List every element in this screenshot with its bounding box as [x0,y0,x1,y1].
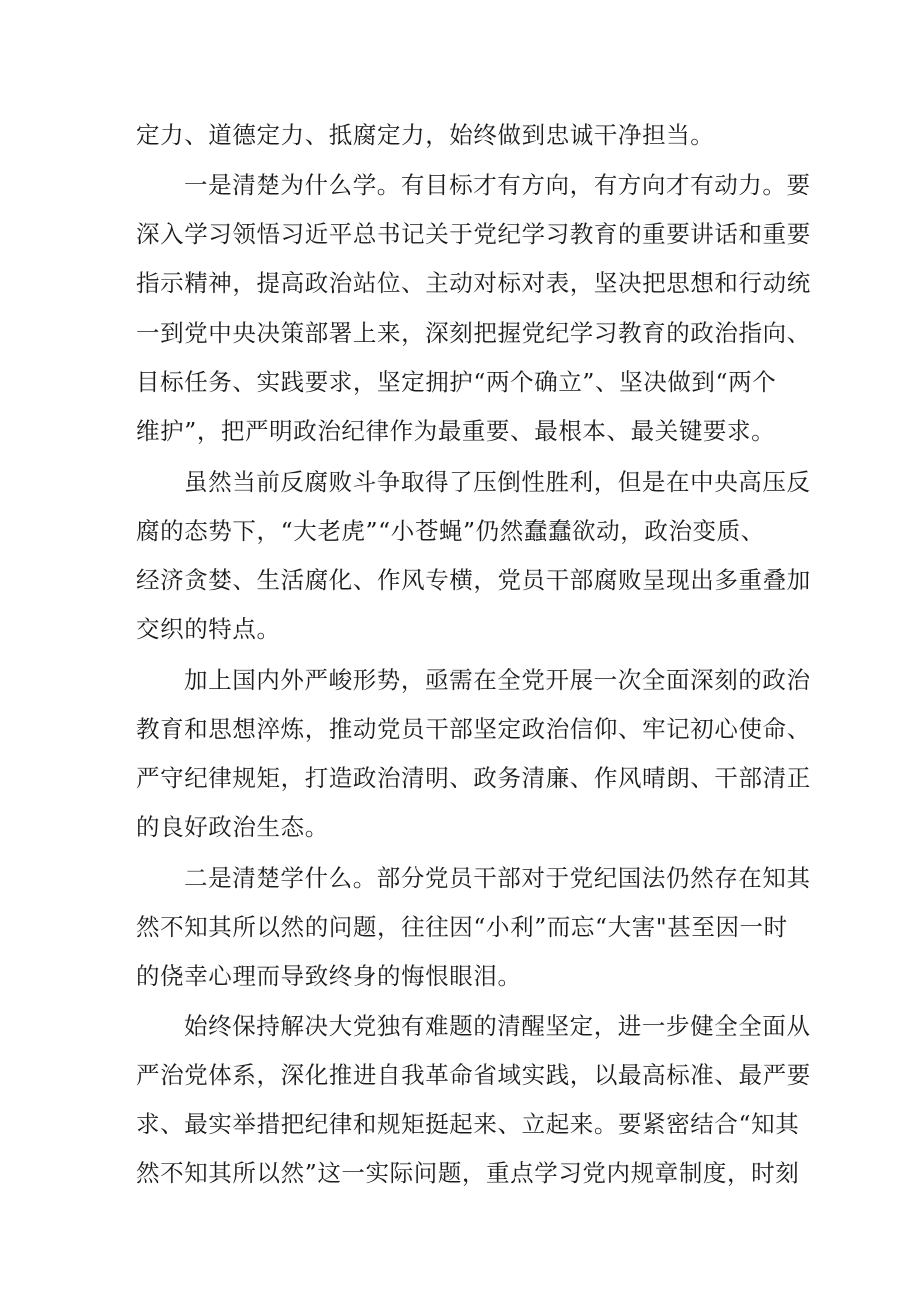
text-line: 经济贪婪、生活腐化、作风专横，党员干部腐败呈现出多重叠加 [136,566,811,594]
text-line: 目标任务、实践要求，坚定拥护“两个确立”、坚决做到“两个 [136,368,777,396]
paragraph-start-line: 虽然当前反腐败斗争取得了压倒性胜利，但是在中央高压反 [184,468,811,496]
text-line: 一到党中央决策部署上来，深刻把握党纪学习教育的政治指向、 [136,319,811,347]
text-line: 的侥幸心理而导致终身的悔恨眼泪。 [136,962,522,990]
paragraph-start-line: 始终保持解决大党独有难题的清醒坚定，进一步健全全面从 [184,1012,811,1040]
text-line: 严治党体系，深化推进自我革命省域实践，以最高标准、最严要 [136,1061,811,1089]
text-line: 严守纪律规矩，打造政治清明、政务清廉、作风晴朗、干部清正 [136,764,811,792]
paragraph-start-line: 加上国内外严峻形势，亟需在全党开展一次全面深刻的政治 [184,666,811,694]
text-line: 的良好政治生态。 [136,813,329,841]
text-line: 指示精神，提高政治站位、主动对标对表，坚决把思想和行动统 [136,269,811,297]
paragraph-start-line: 二是清楚学什么。部分党员干部对于党纪国法仍然存在知其 [184,864,811,892]
text-line: 然不知其所以然的问题，往往因“小利”而忘“大害"甚至因一时 [136,913,788,941]
text-line: 维护”，把严明政治纪律作为最重要、最根本、最关键要求。 [136,417,776,445]
text-line: 教育和思想淬炼，推动党员干部坚定政治信仰、牢记初心使命、 [136,715,811,743]
text-line: 然不知其所以然”这一实际问题，重点学习党内规章制度，时刻 [136,1159,800,1187]
text-line: 深入学习领悟习近平总书记关于党纪学习教育的重要讲话和重要 [136,220,811,248]
text-line: 求、最实举措把纪律和规矩挺起来、立起来。要紧密结合“知其 [136,1110,800,1138]
paragraph-start-line: 一是清楚为什么学。有目标才有方向，有方向才有动力。要 [184,171,811,199]
text-line: 交织的特点。 [136,615,281,643]
text-line: 定力、道德定力、抵腐定力，始终做到忠诚干净担当。 [136,121,715,149]
text-line: 腐的态势下，“大老虎”“小苍蝇”仍然蠢蠢欲动，政治变质、 [136,517,765,545]
